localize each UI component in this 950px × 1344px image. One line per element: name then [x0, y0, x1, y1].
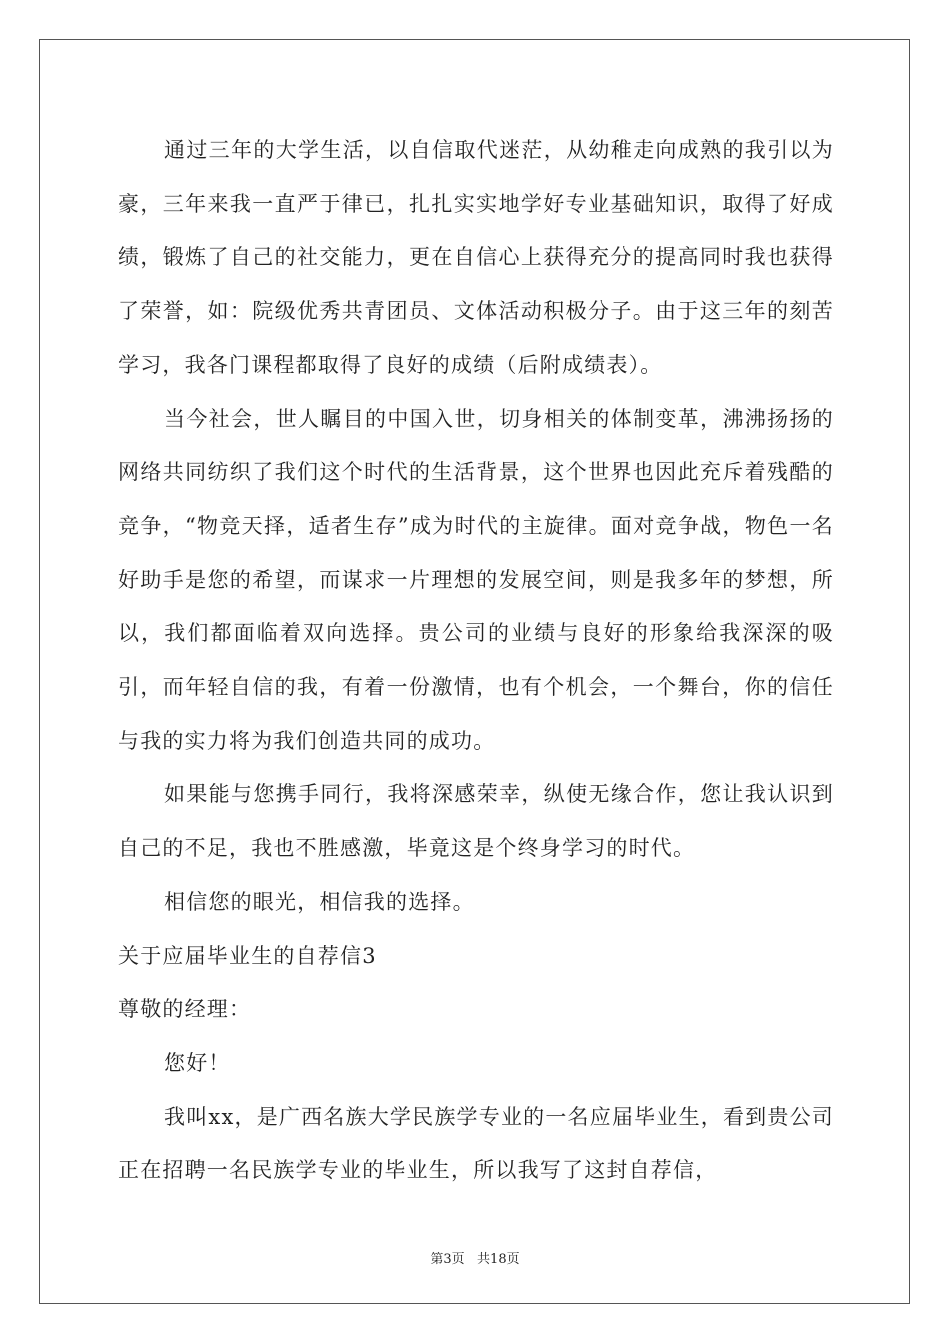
section-heading: 关于应届毕业生的自荐信3 [118, 943, 377, 968]
paragraph-3: 如果能与您携手同行，我将深感荣幸，纵使无缘合作，您让我认识到自己的不足，我也不胜感激，毕竟这是个终身学习的时代。 [118, 782, 834, 861]
paragraph-1: 通过三年的大学生活，以自信取代迷茫，从幼稚走向成熟的我引以为豪，三年来我一直严于律已，扎扎实实地学好专业基础知识，取得了好成绩，锻炼了自己的社交能力，更在自信心上获得充分的提高同时我也获得了荣誉，如：院级优秀共青团员、文体活动积极分子。由于这三年的刻苦学习，我各门课程都取得了良好的成绩（后附成绩表）。 [118, 138, 834, 377]
paragraph-intro: 我叫xx，是广西名族大学民族学专业的一名应届毕业生，看到贵公司正在招聘一名民族学专业的毕业生，所以我写了这封自荐信， [118, 1104, 834, 1183]
paragraph-2: 当今社会，世人瞩目的中国入世，切身相关的体制变革，沸沸扬扬的网络共同纺织了我们这个时代的生活背景，这个世界也因此充斥着残酷的竞争，“物竞天择，适者生存”成为时代的主旋律。面对竞争战，物色一名好助手是您的希望，而谋求一片理想的发展空间，则是我多年的梦想，所以，我们都面临着双向选择。贵公司的业绩与良好的形象给我深深的吸引，而年轻自信的我，有着一份激情，也有个机会，一个舞台，你的信任与我的实力将为我们创造共同的成功。 [118, 406, 834, 753]
greeting: 您好！ [164, 1050, 231, 1075]
paragraph-4: 相信您的眼光，相信我的选择。 [164, 889, 475, 914]
page-number: 第3页 共18页 [430, 1252, 520, 1267]
salutation: 尊敬的经理： [118, 997, 252, 1022]
document-body [118, 124, 834, 1198]
